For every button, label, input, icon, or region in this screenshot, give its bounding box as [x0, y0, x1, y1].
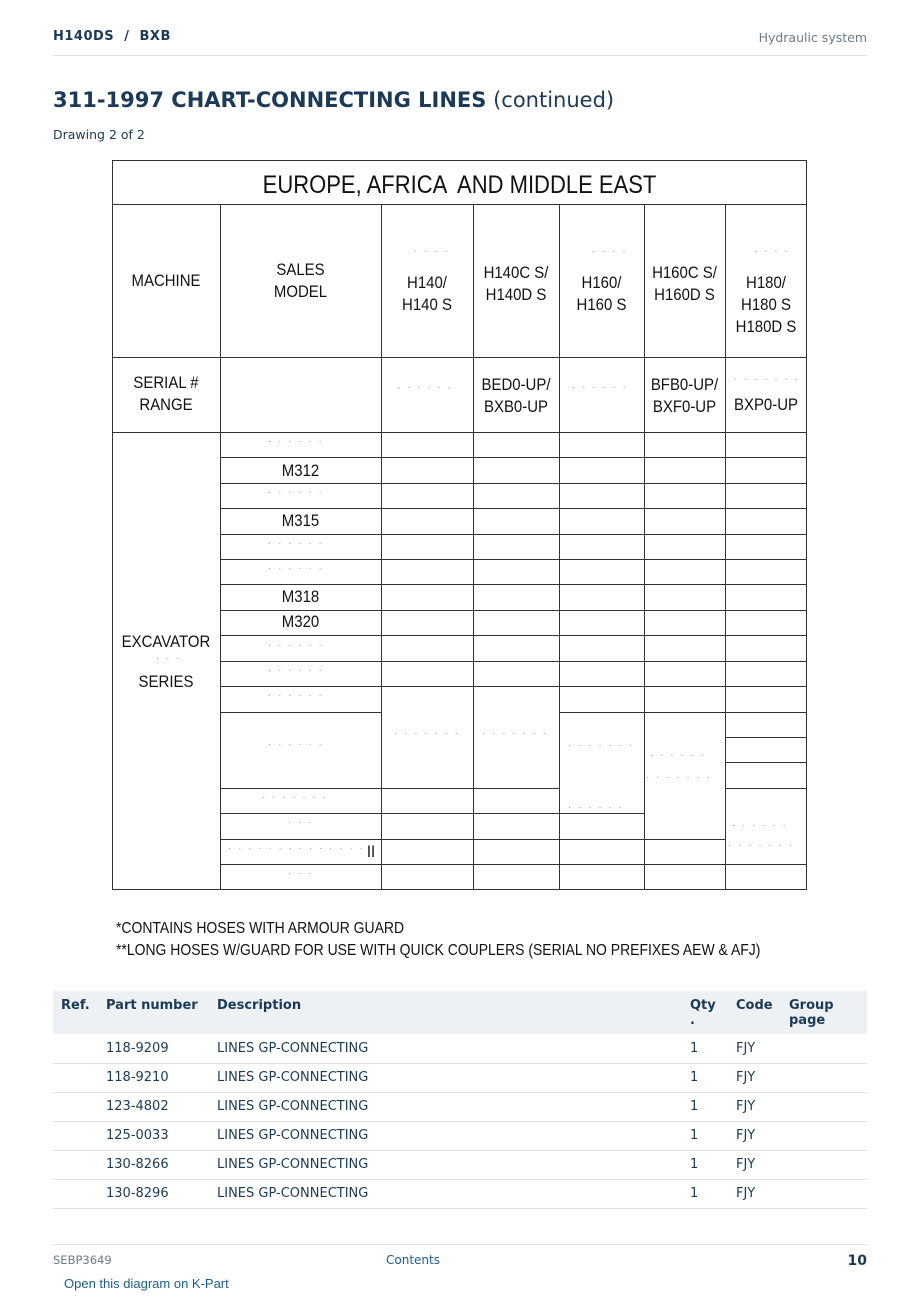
chart-row-rule [725, 762, 807, 763]
cell-description: LINES GP-CONNECTING [209, 1034, 682, 1063]
chart-row-rule [220, 661, 807, 662]
chart-row-rule [220, 788, 559, 789]
cell-code: FJY [728, 1121, 781, 1150]
drawing-indicator: Drawing 2 of 2 [53, 127, 145, 142]
column-serial-5: BXP0-UP [733, 395, 799, 414]
faded-text-mark: · · · · [592, 246, 628, 257]
faded-text-mark: · · · · · · [268, 640, 324, 651]
cell-qty: 1 [682, 1179, 728, 1208]
faded-text-mark: · · · · · · [732, 820, 788, 831]
chart-row-rule [220, 839, 725, 840]
table-row [53, 1121, 867, 1150]
faded-text-mark: · · · · · · · [262, 792, 328, 803]
cell-group-page [781, 1092, 867, 1121]
contents-link[interactable]: Contents [386, 1253, 440, 1267]
table-row [53, 1063, 867, 1092]
chart-row-rule [725, 737, 807, 738]
document-header-model: H140DS / BXB [53, 29, 171, 44]
row-model-m312: M312 [281, 461, 320, 480]
chart-header-rule [112, 357, 807, 358]
cell-code: FJY [728, 1034, 781, 1063]
chart-vline [644, 204, 645, 890]
machine-label: MACHINE [131, 271, 201, 290]
footer-divider [53, 1244, 867, 1245]
page-title-suffix: (continued) [493, 88, 615, 112]
faded-text-mark: · · · · · · · [568, 740, 634, 751]
row-footer-mark: II [366, 842, 376, 861]
cell-group-page [781, 1063, 867, 1092]
connecting-lines-chart [112, 160, 807, 890]
note-armour-guard: *CONTAINS HOSES WITH ARMOUR GUARD [116, 920, 405, 937]
column-serial-4: BFB0-UP/ BXF0-UP [650, 375, 719, 416]
cell-code: FJY [728, 1092, 781, 1121]
cell-description: LINES GP-CONNECTING [209, 1150, 682, 1179]
cell-description: LINES GP-CONNECTING [209, 1063, 682, 1092]
col-header-description: Description [209, 991, 682, 1034]
cell-qty: 1 [682, 1034, 728, 1063]
cell-part-number[interactable]: 118-9210 [98, 1063, 209, 1092]
col-header-group-page: Group page [781, 991, 867, 1034]
cell-qty: 1 [682, 1150, 728, 1179]
cell-ref [53, 1063, 98, 1092]
cell-group-page [781, 1121, 867, 1150]
faded-text-mark: · · · [288, 868, 314, 879]
table-row [53, 1150, 867, 1179]
faded-text-mark: · · · · · · [268, 538, 324, 549]
page-title-main: 311-1997 CHART-CONNECTING LINES [53, 88, 487, 112]
chart-row-rule [220, 584, 807, 585]
chart-row-rule [220, 686, 807, 687]
cell-qty: 1 [682, 1092, 728, 1121]
faded-text-mark: · · · · · · [268, 563, 324, 574]
chart-row-rule [220, 712, 381, 713]
page-number: 10 [847, 1253, 867, 1269]
cell-ref [53, 1150, 98, 1179]
cell-ref [53, 1179, 98, 1208]
cell-part-number[interactable]: 130-8266 [98, 1150, 209, 1179]
column-model-1: H140/ H140 S [402, 273, 452, 314]
column-model-3: H160/ H160 S [576, 273, 627, 314]
cell-group-page [781, 1179, 867, 1208]
page-title [53, 88, 614, 112]
faded-text-mark: · · · [288, 817, 314, 828]
faded-text-mark: · · · · [414, 246, 450, 257]
faded-text-mark: · · · · · · [268, 690, 324, 701]
column-model-2: H140C S/ H140D S [483, 263, 549, 304]
cell-part-number[interactable]: 123-4802 [98, 1092, 209, 1121]
cell-description: LINES GP-CONNECTING [209, 1121, 682, 1150]
chart-row-rule [220, 508, 807, 509]
cell-part-number[interactable]: 125-0033 [98, 1121, 209, 1150]
col-header-ref: Ref. [53, 991, 98, 1034]
faded-text-mark: · · · · · · [268, 665, 324, 676]
row-model-m315: M315 [281, 511, 320, 530]
chart-row-rule [220, 635, 807, 636]
chart-row-rule [220, 864, 807, 865]
column-serial-2: BED0-UP/ BXB0-UP [481, 375, 551, 416]
cell-qty: 1 [682, 1063, 728, 1092]
cell-ref [53, 1034, 98, 1063]
chart-row-rule [725, 788, 807, 789]
cell-ref [53, 1092, 98, 1121]
faded-text-mark: · · · · · · · [394, 728, 460, 739]
chart-header-rule [112, 432, 807, 433]
table-row [53, 1092, 867, 1121]
footer-document-id: SEBP3649 [53, 1253, 112, 1267]
faded-text-mark: · · · · · · · [646, 772, 712, 783]
chart-row-rule [220, 813, 644, 814]
table-row [53, 1179, 867, 1208]
cell-description: LINES GP-CONNECTING [209, 1092, 682, 1121]
col-header-qty: Qty . [682, 991, 728, 1034]
col-header-code: Code [728, 991, 781, 1034]
cell-code: FJY [728, 1179, 781, 1208]
header-divider [53, 55, 867, 56]
cell-code: FJY [728, 1063, 781, 1092]
faded-text-mark: · · · [156, 653, 182, 664]
col-header-part-number: Part number [98, 991, 209, 1034]
faded-text-mark: · · · · · · · [728, 840, 794, 851]
chart-row-rule [220, 483, 807, 484]
parts-table-header [53, 991, 867, 1034]
faded-text-mark: · · · · · · [568, 802, 624, 813]
row-model-m320: M320 [281, 612, 320, 631]
excavator-label: EXCAVATOR [121, 632, 211, 651]
table-row [53, 1034, 867, 1063]
cell-part-number[interactable]: 118-9209 [98, 1034, 209, 1063]
cell-group-page [781, 1034, 867, 1063]
document-header-section: Hydraulic system [758, 30, 867, 45]
parts-table [53, 991, 867, 1209]
column-model-5: H180/ H180 S H180D S [735, 273, 797, 336]
open-in-kpart-link[interactable]: Open this diagram on K-Part [64, 1276, 229, 1291]
chart-row-rule [220, 559, 807, 560]
chart-row-rule [220, 457, 807, 458]
column-model-4: H160C S/ H160D S [652, 263, 717, 304]
chart-row-rule [220, 534, 807, 535]
faded-text-mark: · · · · · · [268, 739, 324, 750]
faded-text-mark: · · · · · · [572, 382, 628, 393]
cell-code: FJY [728, 1150, 781, 1179]
faded-text-mark: · · · · · · [650, 750, 706, 761]
sales-model-label: SALES MODEL [273, 260, 328, 301]
serial-range-label: SERIAL # RANGE [133, 373, 199, 414]
note-long-hoses: **LONG HOSES W/GUARD FOR USE WITH QUICK COUPLERS (SERIAL NO PREFIXES AEW & AFJ) [116, 942, 761, 959]
cell-ref [53, 1121, 98, 1150]
chart-title-rule [112, 204, 807, 205]
faded-text-mark: · · · · [754, 246, 790, 257]
chart-vline [559, 204, 560, 890]
row-model-m318: M318 [281, 587, 320, 606]
faded-text-mark: · · · · · · · [482, 728, 548, 739]
faded-text-mark: · · · · · · · · · · · · · · [228, 843, 365, 854]
faded-text-mark: · · · · · · · [734, 374, 800, 385]
series-label: SERIES [138, 672, 194, 691]
faded-text-mark: · · · · · · [268, 487, 324, 498]
cell-group-page [781, 1150, 867, 1179]
cell-description: LINES GP-CONNECTING [209, 1179, 682, 1208]
chart-row-rule [559, 712, 807, 713]
cell-part-number[interactable]: 130-8296 [98, 1179, 209, 1208]
faded-text-mark: · · · · · · [268, 436, 324, 447]
chart-notes [116, 918, 760, 962]
chart-region-title: EUROPE, AFRICA AND MIDDLE EAST [262, 171, 657, 199]
faded-text-mark: · · · · · · [397, 382, 453, 393]
cell-qty: 1 [682, 1121, 728, 1150]
